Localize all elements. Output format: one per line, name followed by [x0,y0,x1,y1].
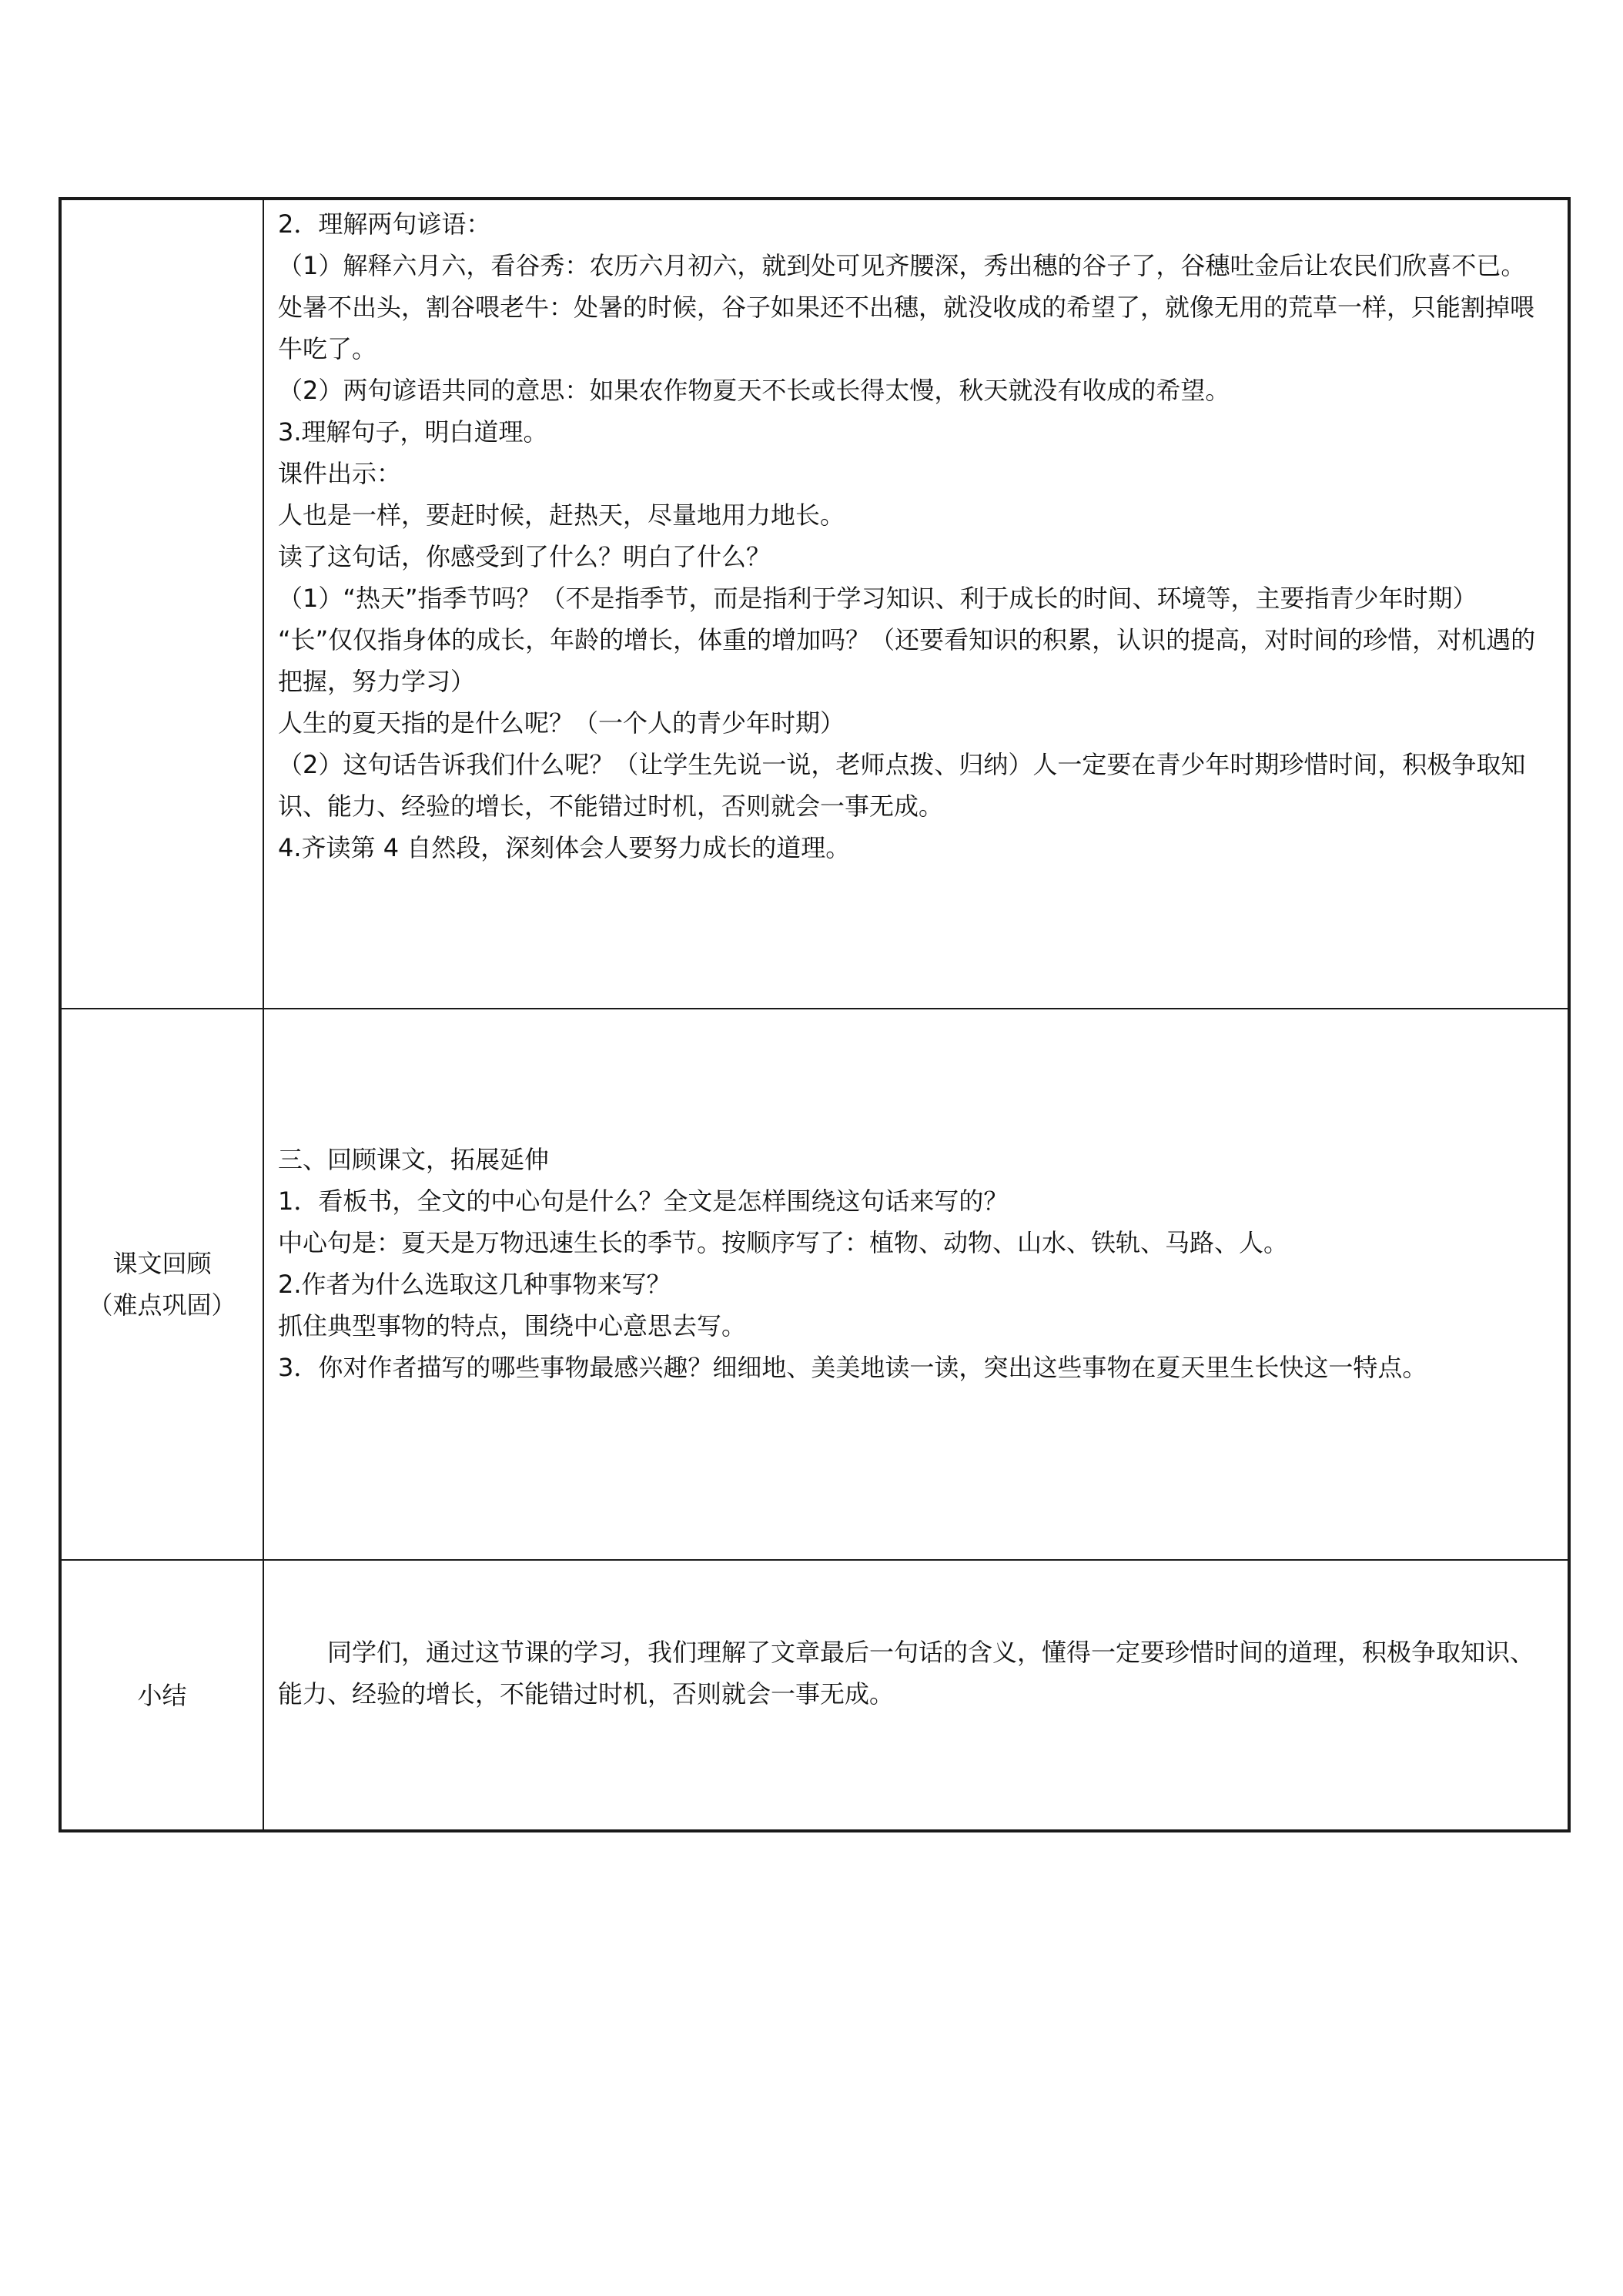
content-line: 4.齐读第 4 自然段，深刻体会人要努力成长的道理。 [278,833,851,862]
content-line: 人生的夏天指的是什么呢？（一个人的青少年时期） [278,708,845,738]
content-line: 人也是一样，要赶时候，赶热天，尽量地用力地长。 [278,500,845,530]
section-heading: 三、回顾课文，拓展延伸 [278,1145,550,1174]
row-label-cell [60,199,263,1009]
summary-paragraph: 同学们，通过这节课的学习，我们理解了文章最后一句话的含义，懂得一定要珍惜时间的道理，积极争取知识、能力、经验的增长，不能错过时机，否则就会一事无成。 [278,1638,1535,1709]
content-line: 中心句是：夏天是万物迅速生长的季节。按顺序写了：植物、动物、山水、铁轨、马路、人。 [278,1228,1289,1257]
row-label-cell-summary [60,1560,263,1831]
content-line: 课件出示： [278,459,402,488]
content-cell-review [263,1009,1569,1560]
content-line: 3.理解句子，明白道理。 [278,417,548,447]
row-label-review: 课文回顾 [112,1249,212,1278]
content-line: 2．理解两句谚语： [278,209,491,239]
content-cell-understanding [263,199,1569,1009]
content-cell-summary [263,1560,1569,1831]
content-line: 读了这句话，你感受到了什么？明白了什么？ [278,542,771,571]
content-line: （2）这句话告诉我们什么呢？（让学生先说一说，老师点拨、归纳）人一定要在青少年时期珍惜时间，积极争取知识、能力、经验的增长，不能错过时机，否则就会一事无成。 [278,750,1526,821]
content-line: 3．你对作者描写的哪些事物最感兴趣？细细地、美美地读一读，突出这些事物在夏天里生长快这一特点。 [278,1353,1427,1382]
content-line: “长”仅仅指身体的成长，年龄的增长，体重的增加吗？（还要看知识的积累，认识的提高，对时间的珍惜，对机遇的把握，努力学习） [278,625,1536,696]
content-line: （1）“热天”指季节吗？（不是指季节，而是指利于学习知识、利于成长的时间、环境等，主要指青少年时期） [278,584,1477,613]
row-label-cell-review [60,1009,263,1560]
content-line: 2.作者为什么选取这几种事物来写？ [278,1270,671,1299]
row-label-review-sub: （难点巩固） [88,1290,236,1320]
table-row-review [60,1009,1569,1560]
lesson-plan-table [59,197,1571,1832]
content-line: （1）解释六月六，看谷秀：农历六月初六，就到处可见齐腰深，秀出穗的谷子了，谷穗吐金后让农民们欣喜不已。 [278,251,1526,280]
content-line: 抓住典型事物的特点，围绕中心意思去写。 [278,1311,747,1340]
content-line: 处暑不出头，割谷喂老牛：处暑的时候，谷子如果还不出穗，就没收成的希望了，就像无用的荒草一样，只能割掉喂牛吃了。 [278,293,1535,363]
content-line: （2）两句谚语共同的意思：如果农作物夏天不长或长得太慢，秋天就没有收成的希望。 [278,376,1230,405]
content-line: 1．看板书，全文的中心句是什么？全文是怎样围绕这句话来写的？ [278,1186,1009,1216]
table-row-summary [60,1560,1569,1831]
row-label-summary: 小结 [137,1680,187,1710]
table-row-understanding [60,199,1569,1009]
